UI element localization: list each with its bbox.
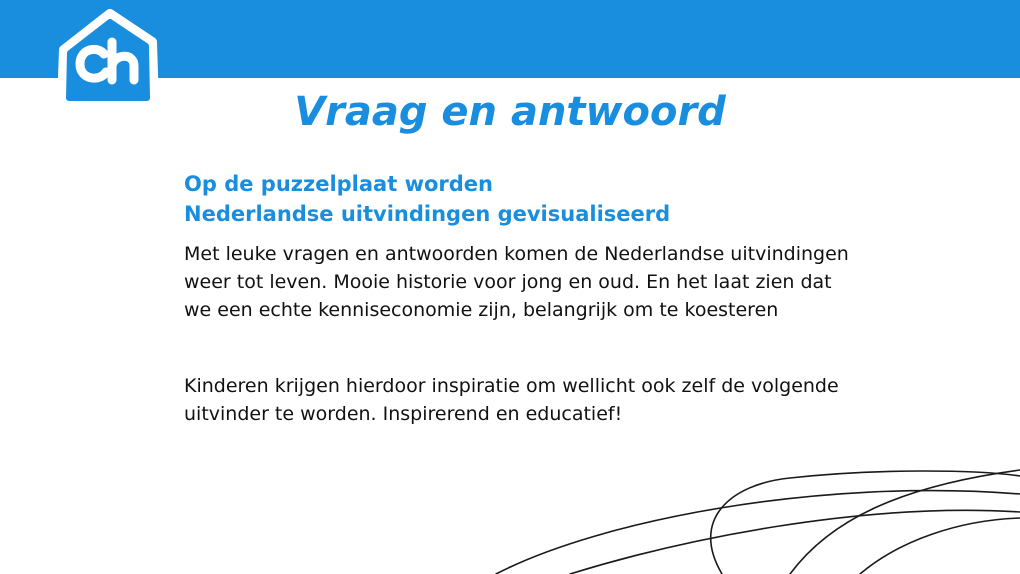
paragraph-line: Met leuke vragen en antwoorden komen de Nederlandse uitvindingen bbox=[184, 243, 849, 265]
paragraph-line: Kinderen krijgen hierdoor inspiratie om wellicht ook zelf de volgende bbox=[184, 375, 839, 397]
paragraph-line: weer tot leven. Mooie historie voor jong en oud. En het laat zien dat bbox=[184, 271, 832, 293]
body-paragraph bbox=[184, 240, 944, 324]
slide-subtitle bbox=[184, 169, 884, 229]
paragraph-line: uitvinder te worden. Inspirerend en educatief! bbox=[184, 403, 623, 425]
subtitle-line: Op de puzzelplaat worden bbox=[184, 172, 493, 196]
subtitle-line: Nederlandse uitvindingen gevisualiseerd bbox=[184, 202, 671, 226]
paragraph-line: we een echte kenniseconomie zijn, belangrijk om te koesteren bbox=[184, 299, 779, 321]
slide-title: Vraag en antwoord bbox=[294, 89, 726, 135]
body-paragraph bbox=[184, 372, 944, 428]
